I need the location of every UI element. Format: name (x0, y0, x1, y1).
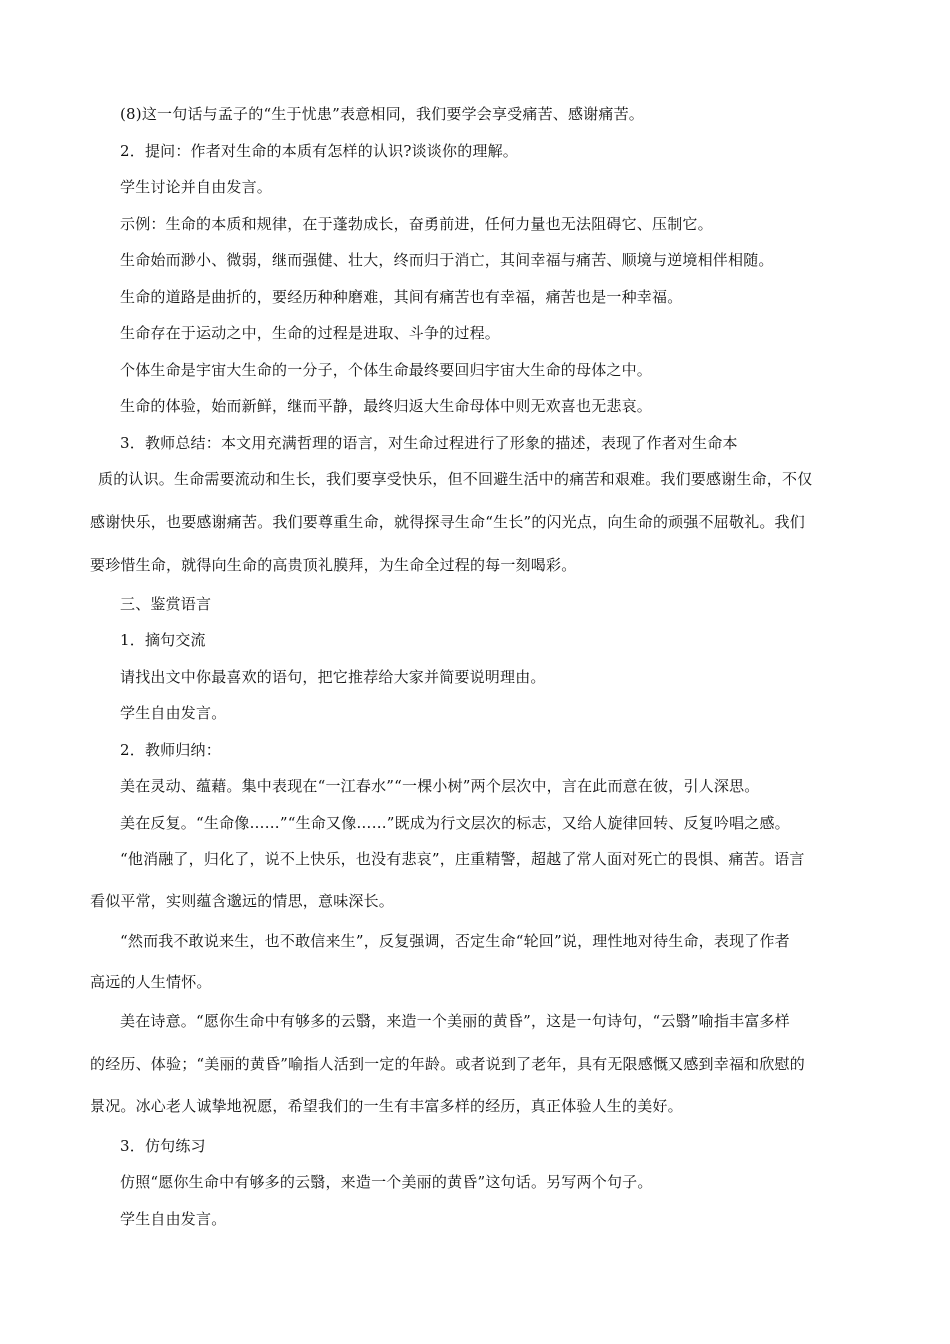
paragraph-line: 生命存在于运动之中，生命的过程是进取、斗争的过程。 (120, 324, 501, 342)
section-heading: 三、鉴赏语言 (120, 595, 212, 613)
paragraph-line: 生命的道路是曲折的，要经历种种磨难，其间有痛苦也有幸福，痛苦也是一种幸福。 (120, 288, 683, 306)
paragraph-line: (8)这一句话与孟子的“生于忧患”表意相同，我们要学会享受痛苦、感谢痛苦。 (120, 105, 644, 123)
paragraph-line: 3．仿句练习 (120, 1137, 206, 1155)
paragraph-line: 生命始而渺小、微弱，继而强健、壮大，终而归于消亡，其间幸福与痛苦、顺境与逆境相伴相随。 (120, 251, 774, 269)
paragraph-line: 学生自由发言。 (120, 1210, 227, 1228)
paragraph-line: 高远的人生情怀。 (90, 973, 212, 991)
paragraph-line: “然而我不敢说来生，也不敢信来生”，反复强调，否定生命“轮回”说，理性地对待生命，表现了作者 (120, 932, 790, 950)
paragraph-line: 2．提问：作者对生命的本质有怎样的认识?谈谈你的理解。 (120, 142, 518, 160)
paragraph-line: 看似平常，实则蕴含邈远的情思，意味深长。 (90, 892, 395, 910)
paragraph-line: 美在灵动、蕴藉。集中表现在“一江春水”“一棵小树”两个层次中，言在此而意在彼，引人深思。 (120, 777, 760, 795)
paragraph-line: 示例：生命的本质和规律，在于蓬勃成长，奋勇前进，任何力量也无法阻碍它、压制它。 (120, 215, 713, 233)
paragraph-line: 仿照“愿你生命中有够多的云翳，来造一个美丽的黄昏”这句话。另写两个句子。 (120, 1173, 653, 1191)
paragraph-line: 景况。冰心老人诚挚地祝愿，希望我们的一生有丰富多样的经历，真正体验人生的美好。 (90, 1097, 683, 1115)
paragraph-line: 学生讨论并自由发言。 (120, 178, 273, 196)
paragraph-line: 3．教师总结：本文用充满哲理的语言，对生命过程进行了形象的描述，表现了作者对生命本 (120, 434, 738, 452)
paragraph-line: 感谢快乐，也要感谢痛苦。我们要尊重生命，就得探寻生命“生长”的闪光点，向生命的顽强不屈敬礼。我们 (90, 513, 805, 531)
paragraph-line: 学生自由发言。 (120, 704, 227, 722)
paragraph-line: 2．教师归纳： (120, 741, 221, 759)
paragraph-line: 美在诗意。“愿你生命中有够多的云翳，来造一个美丽的黄昏”，这是一句诗句，“云翳”喻指丰富多样 (120, 1012, 790, 1030)
paragraph-line: 1．摘句交流 (120, 631, 206, 649)
paragraph-line: 质的认识。生命需要流动和生长，我们要享受快乐，但不回避生活中的痛苦和艰难。我们要感谢生命，不仅 (98, 470, 813, 488)
paragraph-line: 的经历、体验；“美丽的黄昏”喻指人活到一定的年龄。或者说到了老年，具有无限感慨又感到幸福和欣慰的 (90, 1055, 805, 1073)
paragraph-line: 个体生命是宇宙大生命的一分子，个体生命最终要回归宇宙大生命的母体之中。 (120, 361, 653, 379)
paragraph-line: “他消融了，归化了，说不上快乐，也没有悲哀”，庄重精警，超越了常人面对死亡的畏惧、痛苦。语言 (120, 850, 805, 868)
paragraph-line: 美在反复。“生命像……”“生命又像……”既成为行文层次的标志，又给人旋律回转、反复吟唱之感。 (120, 814, 790, 832)
paragraph-line: 请找出文中你最喜欢的语句，把它推荐给大家并简要说明理由。 (120, 668, 546, 686)
paragraph-line: 要珍惜生命，就得向生命的高贵顶礼膜拜，为生命全过程的每一刻喝彩。 (90, 556, 577, 574)
paragraph-line: 生命的体验，始而新鲜，继而平静，最终归返大生命母体中则无欢喜也无悲哀。 (120, 397, 653, 415)
